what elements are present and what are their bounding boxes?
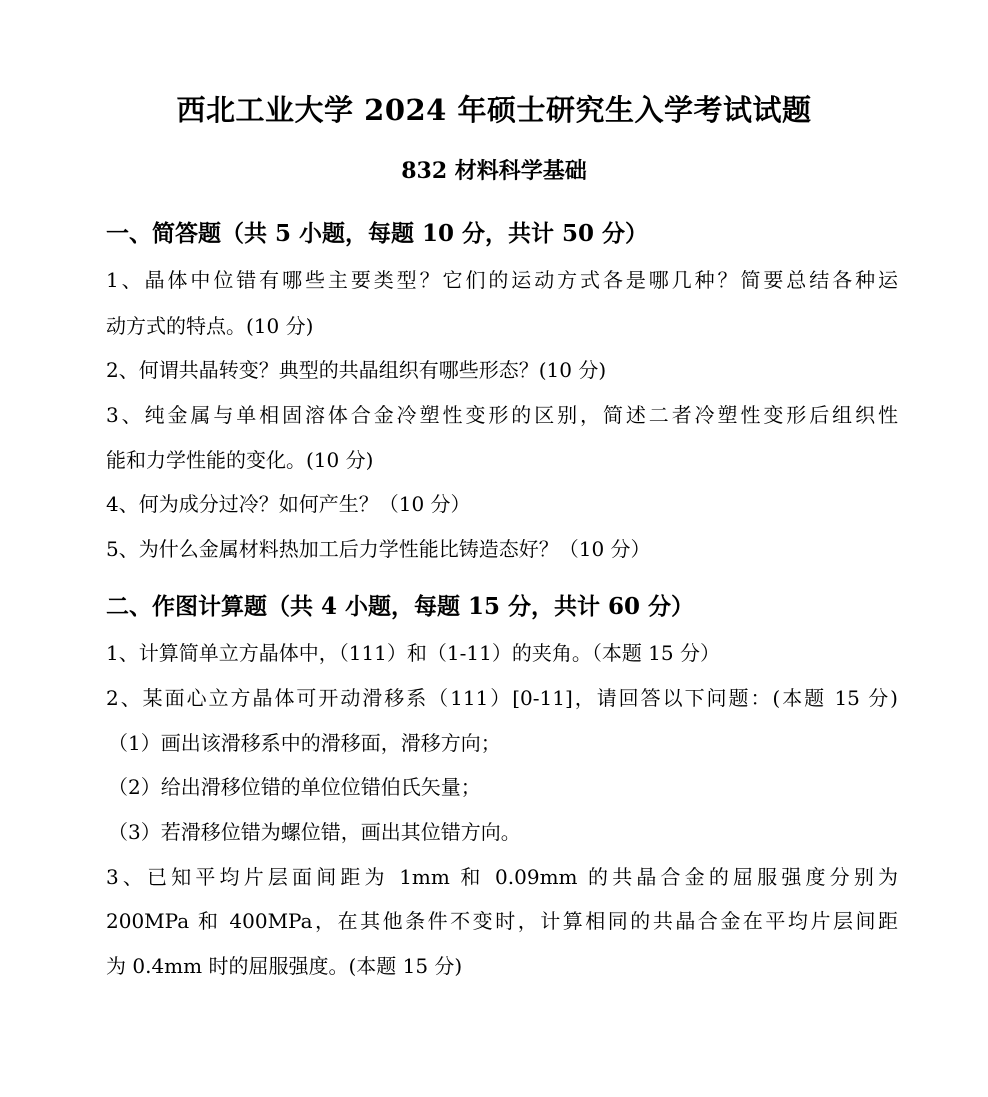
section2-question2: 2、某面心立方晶体可开动滑移系（111）[0-11]，请回答以下问题：(本题 15 分) <box>106 686 898 710</box>
section1-question3-line2: 能和力学性能的变化。(10 分) <box>106 448 374 472</box>
section2-question3-line2: 200MPa 和 400MPa，在其他条件不变时，计算相同的共晶合金在平均片层间距 <box>106 909 898 933</box>
exam-subtitle: 832 材料科学基础 <box>401 158 587 184</box>
section2-question2-sub2: （2）给出滑移位错的单位位错伯氏矢量； <box>108 775 481 799</box>
section2-question2-sub3: （3）若滑移位错为螺位错，画出其位错方向。 <box>108 820 521 844</box>
section2-heading: 二、作图计算题（共 4 小题，每题 15 分，共计 60 分） <box>106 593 695 620</box>
section2-question3-line3: 为 0.4mm 时的屈服强度。(本题 15 分) <box>106 954 463 978</box>
section1-question1-line1: 1、晶体中位错有哪些主要类型？它们的运动方式各是哪几种？简要总结各种运 <box>106 268 898 292</box>
section2-question2-sub1: （1）画出该滑移系中的滑移面，滑移方向； <box>108 731 501 755</box>
section1-heading: 一、简答题（共 5 小题，每题 10 分，共计 50 分） <box>106 220 649 247</box>
section1-question2: 2、何谓共晶转变？典型的共晶组织有哪些形态？(10 分) <box>106 358 607 382</box>
section2-question3-line1: 3、已知平均片层面间距为 1mm 和 0.09mm 的共晶合金的屈服强度分别为 <box>106 865 898 889</box>
section1-question3-line1: 3、纯金属与单相固溶体合金冷塑性变形的区别，简述二者冷塑性变形后组织性 <box>106 403 898 427</box>
section2-question1: 1、计算简单立方晶体中，（111）和（1-11）的夹角。（本题 15 分） <box>106 641 720 665</box>
section1-question4: 4、何为成分过冷？如何产生？（10 分） <box>106 492 471 516</box>
section1-question1-line2: 动方式的特点。(10 分) <box>106 314 314 338</box>
section1-question5: 5、为什么金属材料热加工后力学性能比铸造态好？（10 分） <box>106 537 651 561</box>
exam-title: 西北工业大学 2024 年硕士研究生入学考试试题 <box>176 93 812 127</box>
